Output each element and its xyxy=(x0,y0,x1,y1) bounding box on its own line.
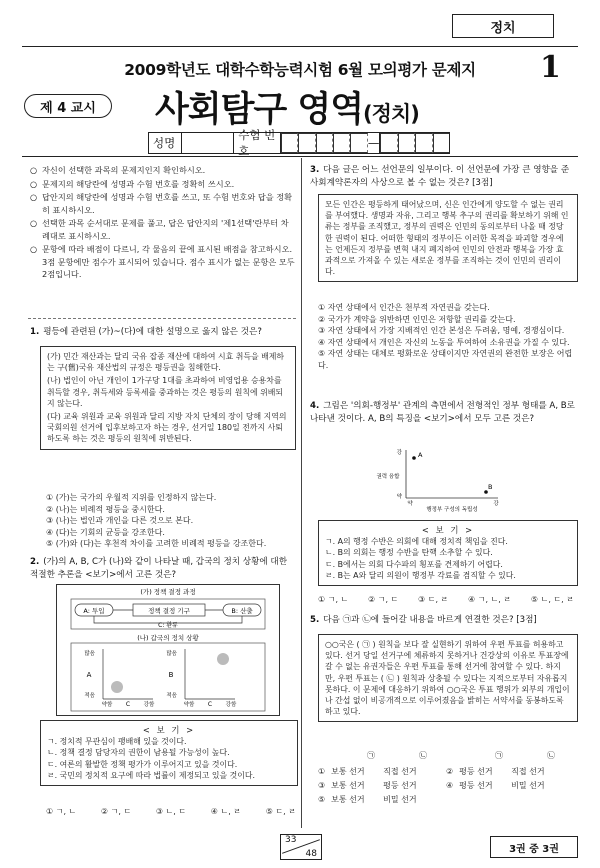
top-rule xyxy=(22,46,578,47)
column-divider xyxy=(301,158,302,828)
fig-y-low: 약 xyxy=(396,494,402,500)
fig-b-weak-right: 약함 xyxy=(183,702,195,708)
option-3[interactable]: ③ (나)는 법인과 개인을 다른 것으로 본다. xyxy=(46,516,194,525)
bogi-item: ㄹ. 국민의 정치적 요구에 따라 법률이 제정되고 있을 것이다. xyxy=(47,770,256,780)
fig-b-label-c-left: C xyxy=(125,701,131,708)
fig-y-label: 권력 융합 xyxy=(376,474,400,480)
instructions xyxy=(30,164,295,282)
option-5[interactable]: ⑤ 자연 상태는 대체로 평화로운 상태이지만 자연권의 완전한 보장은 어렵다. xyxy=(318,349,573,370)
fig-b-weak-left: 약함 xyxy=(101,702,113,708)
fig-x-high: 강 xyxy=(493,501,499,507)
exam-no-box[interactable] xyxy=(316,133,333,153)
exam-no-box[interactable] xyxy=(298,133,315,153)
col-b-header: ㉡ xyxy=(419,751,427,760)
passage-na: (나) 법인이 아닌 개인이 1가구당 1대를 초과하여 비영업용 승용차를 취득할 경우, 취득세와 등록세를 중과하는 것은 평등의 원칙에 위배되지 않는다. xyxy=(47,376,284,408)
fig-b-label-a: A xyxy=(86,671,92,679)
passage-ga: (가) 민간 재산과는 달리 국유 잡종 재산에 대하여 시효 취득을 배제하는 구(舊)국유 재산법의 규정은 평등권을 침해한다. xyxy=(47,352,285,373)
question-1-options xyxy=(46,492,296,550)
bogi-title: < 보 기 > xyxy=(421,525,475,535)
fig-b-low-a: 적음 xyxy=(84,693,95,699)
instructions-rule xyxy=(28,318,296,319)
exam-title: 2009학년도 대학수학능력시험 6월 모의평가 문제지 xyxy=(124,61,476,79)
question-3-passage: 모든 인간은 평등하게 태어났으며, 신은 인간에게 양도할 수 없는 권리를 부여했다. 생명과 자유, 그리고 행복 추구의 권리를 확보하기 위해 인류는 정부를 조직했고, 정부의 권력은 인민의 동의로부터 나올 때 정당한 권력이 된다. 어떠한 형태의 정부이든 이러한 목적을 파괴할 경우에는 언제든지 정부를 변혁 내지 폐지하여 인민의 안전과 행복을 가장 효과적으로 가져올 수 있는 새로운 정부를 조직하는 것이 인민의 권리이다. xyxy=(318,194,578,282)
fig-b-title: (나) 갑국의 정치 상황 xyxy=(137,634,199,642)
page-total: 48 xyxy=(305,849,317,859)
instruction-item: ○ 문항에 따라 배점이 다르니, 각 물음의 끝에 표시된 배점을 참고하시오. 3점 문항에만 점수가 표시되어 있습니다. 점수 표시가 없는 문항은 모두 2점입니다. xyxy=(30,244,295,279)
option-3[interactable]: ③ ㄷ, ㄹ xyxy=(418,595,449,604)
page-current: 33 xyxy=(285,835,297,845)
option-5[interactable]: ⑤ (가)와 (다)는 후천적 차이를 고려한 비례적 평등을 강조한다. xyxy=(46,539,267,548)
exam-no-box[interactable] xyxy=(281,133,298,153)
exam-no-dash: — xyxy=(368,133,381,153)
fig-a-title: (가) 정책 결정 과정 xyxy=(140,588,196,596)
question-2-diagram xyxy=(57,585,279,715)
fig-a-mid: 정책 결정 기구 xyxy=(148,607,190,615)
fig-x-low: 약 xyxy=(407,501,413,507)
id-row xyxy=(148,128,450,158)
fig-b-high-b: 많음 xyxy=(166,651,177,657)
exam-no-label: 수험 번호 xyxy=(234,133,281,153)
option-4[interactable]: ④ (다)는 기회의 균등을 강조한다. xyxy=(46,527,165,537)
bogi-item: ㄱ. 정치적 무관심이 팽배해 있을 것이다. xyxy=(47,737,187,747)
instruction-item: ○ 자신이 선택한 과목의 문제지인지 확인하시오. xyxy=(30,165,206,175)
exam-no-box[interactable] xyxy=(333,133,350,153)
fig-a-feedback: C: 환류 xyxy=(158,622,178,629)
question-5-passage: ○○국은 ( ㉠ ) 원칙을 보다 잘 실현하기 위하여 우편 투표를 허용하고 있다. 선거 당일 선거구에 체류하지 못하거나 건강상의 이유로 투표장에 갈 수 없는 유권자들은 우편 투표를 통해 선거에 참여할 수 있다. 하지만, 우편 투표는 ( ㉡ ) 원칙과 상충될 수 있다는 지적으로부터 자유롭지 못하다. 이 문제에 대응하기 위하여 ○○국은 투표 행위가 외부의 개입이나 간섭 없이 비공개적으로 이루어졌음을 밝히는 서약서를 동봉하도록 하고 있다. xyxy=(318,634,578,722)
fig-x-label: 행정부 구성의 독립성 xyxy=(426,507,478,513)
bogi-item: ㄴ. 정책 결정 담당자의 권한이 남용될 가능성이 높다. xyxy=(47,748,230,758)
option-3[interactable]: ③ ㄴ, ㄷ xyxy=(155,807,187,816)
fig-a-input: A: 투입 xyxy=(83,607,105,615)
question-2-bogi xyxy=(40,720,298,786)
question-2-figure xyxy=(56,584,280,716)
main-title: 사회탐구 영역(정치) xyxy=(155,90,419,130)
page-counter xyxy=(280,834,322,860)
option-4[interactable]: ④ 평등 선거 비밀 선거 xyxy=(446,781,545,790)
fig-b-point-low xyxy=(111,681,123,693)
main-title-sub: (정치) xyxy=(363,102,419,126)
option-1[interactable]: ① 보통 선거 직접 선거 xyxy=(318,767,417,776)
question-4-stem: 4. 그림은 '의회-행정부' 관계의 측면에서 전형적인 정부 형태를 A, B로 나타낸 것이다. A, B의 특징을 <보기>에서 모두 고른 것은? xyxy=(310,401,575,424)
question-3-options xyxy=(318,302,574,371)
fig-b-low-b: 적음 xyxy=(166,693,177,699)
bogi-item: ㄹ. B는 A와 달리 의원이 행정부 각료를 겸직할 수 있다. xyxy=(325,570,516,580)
option-4[interactable]: ④ 자연 상태에서 개인은 자신의 노동을 투여하여 소유권을 가질 수 있다. xyxy=(318,337,570,347)
option-1[interactable]: ① ㄱ, ㄴ xyxy=(46,807,77,816)
option-1[interactable]: ① (가)는 국가의 우월적 지위를 인정하지 않는다. xyxy=(46,493,217,502)
fig-a-output: B: 산출 xyxy=(231,607,253,615)
fig-b-label-b: B xyxy=(168,671,174,679)
fig-point-a xyxy=(412,456,416,460)
option-2[interactable]: ② (나)는 비례적 평등을 중시한다. xyxy=(46,504,165,514)
instruction-item: ○ 선택한 과목 순서대로 문제를 풀고, 답은 답안지의 '제1선택'란부터 차례대로 표시하시오. xyxy=(30,218,289,241)
fig-b-point-high xyxy=(217,653,229,665)
option-2[interactable]: ② ㄱ, ㄷ xyxy=(100,807,132,816)
fig-y-high: 강 xyxy=(396,450,402,456)
bogi-title: < 보 기 > xyxy=(142,725,196,735)
option-2[interactable]: ② 평등 선거 직접 선거 xyxy=(446,767,545,776)
fig-label-b: B xyxy=(488,483,493,491)
bogi-item: ㄷ. B에서는 의회 다수파의 횡포를 견제하기 어렵다. xyxy=(325,559,503,569)
fig-b-label-c-right: C xyxy=(207,701,213,708)
option-3[interactable]: ③ 보통 선거 평등 선거 xyxy=(318,781,417,790)
bogi-item: ㄷ. 여론의 활발한 정책 평가가 이루어지고 있을 것이다. xyxy=(47,759,238,769)
question-1-passage xyxy=(40,346,296,450)
option-4[interactable]: ④ ㄴ, ㄹ xyxy=(210,807,242,816)
question-5-stem: 5. 다음 ㉠과 ㉡에 들어갈 내용을 바르게 연결한 것은? [3점] xyxy=(310,615,537,625)
question-4-figure xyxy=(366,442,516,514)
option-3[interactable]: ③ 자연 상태에서 가장 지배적인 인간 본성은 두려움, 명예, 경쟁심이다. xyxy=(318,326,565,335)
option-2[interactable]: ② 국가가 계약을 위반하면 인민은 저항할 권리를 갖는다. xyxy=(318,314,516,324)
option-1[interactable]: ① ㄱ, ㄴ xyxy=(318,595,349,604)
instruction-item: ○ 답안지의 해당란에 성명과 수험 번호를 쓰고, 또 수험 번호와 답을 정확히 표시하시오. xyxy=(30,192,293,215)
page-number: 1 xyxy=(540,50,561,85)
volume-badge: 3권 중 3권 xyxy=(490,836,578,858)
fig-label-a: A xyxy=(418,451,423,459)
col-a-header: ㉠ xyxy=(495,751,503,760)
option-4[interactable]: ④ ㄱ, ㄴ, ㄹ xyxy=(468,595,512,604)
exam-no-box[interactable] xyxy=(415,133,432,153)
exam-no-box[interactable] xyxy=(398,133,415,153)
option-5[interactable]: ⑤ 보통 선거 비밀 선거 xyxy=(318,795,417,804)
question-2-stem: 2. (가)의 A, B, C가 (나)와 같이 나타날 때, 갑국의 정치 상황에 대한 적절한 추론을 <보기>에서 고른 것은? xyxy=(30,557,288,580)
col-a-header: ㉠ xyxy=(367,751,375,760)
question-4-bogi xyxy=(318,520,578,586)
question-4-options xyxy=(318,594,574,606)
exam-no-box[interactable] xyxy=(433,133,449,153)
fig-b-high-a: 많음 xyxy=(84,651,95,657)
subject-tab: 정치 xyxy=(452,14,554,38)
question-1-stem: 1. 평등에 관련된 (가)~(다)에 대한 설명으로 옳지 않은 것은? xyxy=(30,327,262,337)
option-1[interactable]: ① 자연 상태에서 인간은 천부적 자연권을 갖는다. xyxy=(318,303,490,312)
fig-b-strong-left: 강함 xyxy=(143,702,155,708)
exam-no-box[interactable] xyxy=(380,133,397,153)
bogi-item: ㄴ. B의 의회는 행정 수반을 탄핵 소추할 수 있다. xyxy=(325,548,493,558)
name-field[interactable] xyxy=(182,133,234,153)
exam-no-box[interactable] xyxy=(350,133,367,153)
bogi-item: ㄱ. A의 행정 수반은 의회에 대해 정치적 책임을 진다. xyxy=(325,537,508,547)
instruction-item: ○ 문제지의 해당란에 성명과 수험 번호를 정확히 쓰시오. xyxy=(30,178,235,189)
passage-da: (다) 교육 위원과 교육 위원과 달리 지방 자치 단체의 장이 당해 지역의 국회의원 선거에 입후보하고자 하는 경우, 선거일 180일 전까지 사퇴하도록 하는 것은 평등의 원칙에 위반된다. xyxy=(47,412,287,444)
question-5-options xyxy=(318,750,574,830)
option-2[interactable]: ② ㄱ, ㄷ xyxy=(368,595,399,604)
option-5[interactable]: ⑤ ㄴ, ㄷ, ㄹ xyxy=(530,595,574,604)
header-rule xyxy=(22,156,578,157)
period-badge: 제 4 교시 xyxy=(24,94,112,118)
question-2-options xyxy=(46,806,296,818)
question-3-stem: 3. 다음 글은 어느 선언문의 일부이다. 이 선언문에 가장 큰 영향을 준 사회계약론자의 사상으로 볼 수 없는 것은? [3점] xyxy=(310,165,570,188)
name-label: 성명 xyxy=(149,133,182,153)
fig-b-strong-right: 강함 xyxy=(225,702,237,708)
option-5[interactable]: ⑤ ㄷ, ㄹ xyxy=(265,807,296,816)
col-b-header: ㉡ xyxy=(547,751,555,760)
